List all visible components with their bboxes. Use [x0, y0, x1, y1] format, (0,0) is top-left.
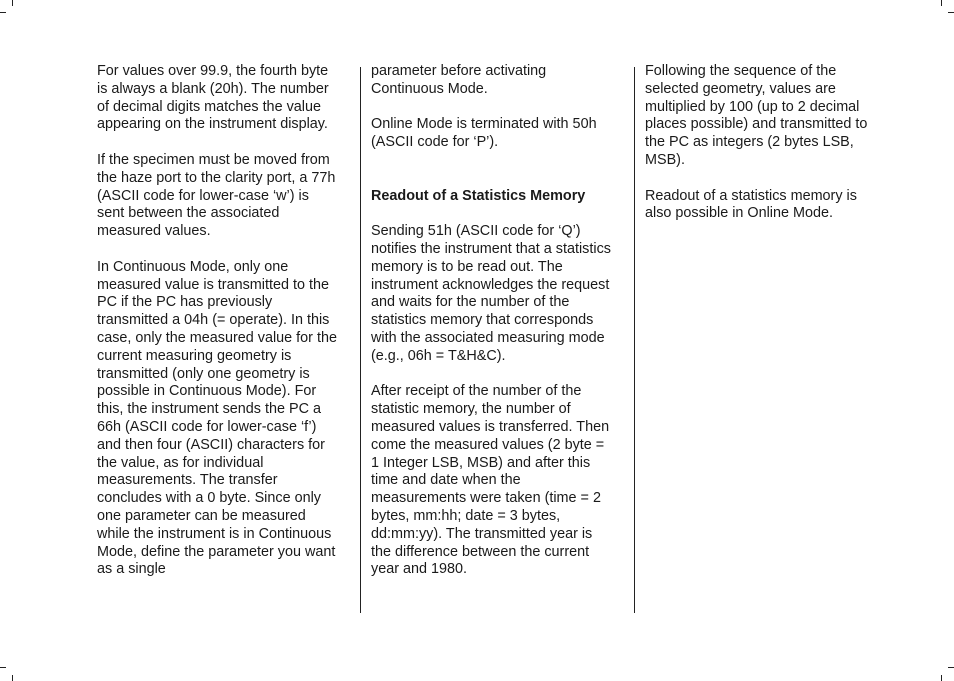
text-column-right — [645, 63, 885, 241]
crop-mark — [941, 675, 942, 681]
column-divider — [634, 67, 635, 613]
crop-mark — [948, 667, 954, 668]
paragraph: For values over 99.9, the fourth byte is always a blank (20h). The number of decimal digits matches the value appearing on the instrument display. — [97, 63, 329, 133]
crop-mark — [12, 675, 13, 681]
crop-mark — [0, 12, 6, 13]
text-column-middle — [371, 63, 611, 597]
paragraph: In Continuous Mode, only one measured value is transmitted to the PC if the PC has previously transmitted a 04h (= operate). In this case, only the measured value for the current measuring geometry is transmitted (only one geometry is possible in Continuous Mode). For this, the instrument sends the PC a 66h (ASCII code for lower-case ‘f’) and then four (ASCII) characters for the value, as for individual measurements. The transfer concludes with a 0 byte. Since only one parameter can be measured while the instrument is in Continuous Mode, define the parameter you want as a single — [97, 258, 337, 578]
column-divider — [360, 67, 361, 613]
paragraph: Following the sequence of the selected geometry, values are multiplied by 100 (up to 2 decimal places possible) and transmitted to the PC as integers (2 bytes LSB, MSB). — [645, 63, 868, 168]
spacer — [371, 170, 611, 188]
crop-mark — [12, 0, 13, 6]
crop-mark — [0, 667, 6, 668]
paragraph: Online Mode is terminated with 50h (ASCII code for ‘P’). — [371, 116, 597, 151]
paragraph: parameter before activating Continuous Mode. — [371, 63, 547, 97]
section-heading: Readout of a Statistics Memory — [371, 187, 586, 204]
text-column-left — [97, 63, 337, 597]
crop-mark — [941, 0, 942, 6]
crop-mark — [948, 12, 954, 13]
paragraph: Sending 51h (ASCII code for ‘Q’) notifies the instrument that a statistics memory is to be read out. The instrument acknowledges the request and waits for the number of the statistics memory that corresponds with the associated measuring mode (e.g., 06h = T&H&C). — [371, 223, 611, 364]
paragraph: Readout of a statistics memory is also possible in Online Mode. — [645, 187, 857, 222]
paragraph: If the specimen must be moved from the haze port to the clarity port, a 77h (ASCII code for lower-case ‘w’) is sent between the associated measured values. — [97, 151, 336, 240]
paragraph: After receipt of the number of the statistic memory, the number of measured values is transferred. Then come the measured values (2 byte = 1 Integer LSB, MSB) and after this time and date when the measurements were taken (time = 2 bytes, mm:hh; date = 3 bytes, dd:mm:yy). The transmitted year is the difference between the current year and 1980. — [371, 383, 610, 578]
